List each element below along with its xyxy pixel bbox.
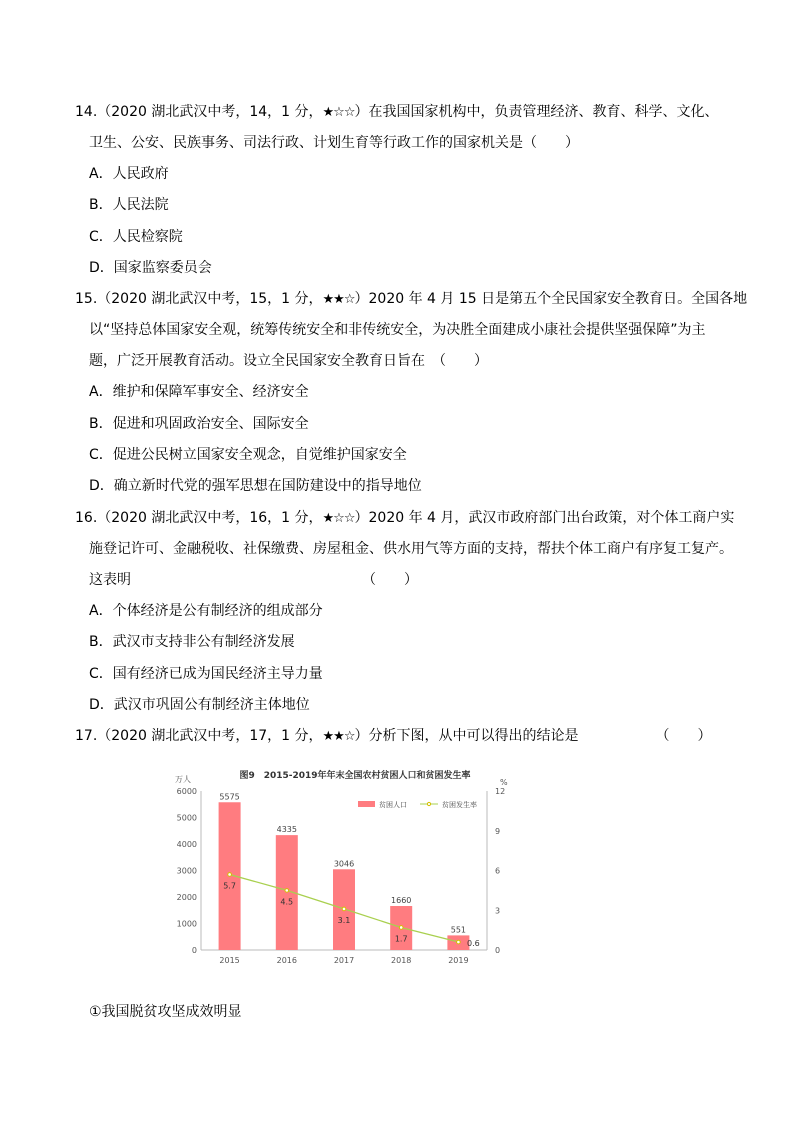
question-16-line2: 施登记许可、金融税收、社保缴费、房屋租金、供水用气等方面的支持，帮扶个体工商户有序复工复产。 bbox=[89, 541, 733, 557]
left-tick-label: 0 bbox=[191, 946, 197, 955]
left-axis-unit: 万人 bbox=[175, 775, 191, 784]
chart-title: 图9 2015-2019年年末全国农村贫困人口和贫困发生率 bbox=[239, 771, 471, 781]
rate-point-2018 bbox=[399, 926, 403, 930]
bar-label: 3046 bbox=[333, 859, 355, 869]
rate-label: 3.1 bbox=[337, 915, 351, 925]
rate-point-2017 bbox=[342, 907, 346, 911]
question-16-line3: 这表明 （ ） bbox=[89, 572, 418, 588]
option-c: C．国有经济已成为国民经济主导力量 bbox=[89, 666, 323, 682]
legend-bar-label: 贫困人口 bbox=[379, 801, 407, 809]
difficulty-stars: ★★☆ bbox=[322, 292, 355, 307]
x-tick-label: 2015 bbox=[219, 956, 240, 965]
rate-label: 4.5 bbox=[280, 897, 294, 907]
option-c: C．人民检察院 bbox=[89, 229, 183, 245]
rate-point-2016 bbox=[285, 889, 289, 893]
question-17-line1: 17.（2020 湖北武汉中考，17，1 分，★★☆）分析下图，从中可以得出的结论是 （ ） bbox=[75, 728, 712, 744]
left-tick-label: 2000 bbox=[176, 893, 197, 902]
right-tick-label: 0 bbox=[495, 946, 501, 955]
option-a: A．个体经济是公有制经济的组成部分 bbox=[89, 603, 323, 619]
x-tick-label: 2017 bbox=[333, 956, 355, 965]
statement-1: ①我国脱贫攻坚成效明显 bbox=[89, 1004, 242, 1020]
option-d: D．国家监察委员会 bbox=[89, 260, 212, 276]
question-14-line1: 14.（2020 湖北武汉中考，14，1 分，★☆☆）在我国国家机构中，负责管理经济、教育、科学、文化、 bbox=[75, 104, 719, 120]
difficulty-stars: ★☆☆ bbox=[322, 105, 355, 120]
right-tick-label: 3 bbox=[495, 906, 501, 916]
legend-line-label: 贫困发生率 bbox=[442, 801, 477, 809]
bar-label: 5575 bbox=[219, 792, 240, 802]
right-axis-unit: % bbox=[500, 778, 508, 787]
left-tick-label: 5000 bbox=[176, 813, 197, 823]
rate-point-2015 bbox=[228, 873, 232, 877]
difficulty-stars: ★★☆ bbox=[322, 729, 355, 744]
rate-point-2019 bbox=[457, 940, 461, 944]
left-tick-label: 3000 bbox=[176, 866, 197, 876]
option-d: D．确立新时代党的强军思想在国防建设中的指导地位 bbox=[89, 478, 422, 494]
left-tick-label: 1000 bbox=[176, 919, 197, 929]
poverty-chart bbox=[170, 765, 520, 970]
right-tick-label: 12 bbox=[495, 787, 506, 796]
legend-bar-swatch bbox=[358, 801, 375, 807]
question-16-line1: 16.（2020 湖北武汉中考，16，1 分，★☆☆）2020 年 4 月，武汉市政府部门出台政策，对个体工商户实 bbox=[75, 510, 735, 526]
option-a: A．维护和保障军事安全、经济安全 bbox=[89, 384, 309, 400]
question-15-line1: 15.（2020 湖北武汉中考，15，1 分，★★☆）2020 年 4 月 15 日是第五个全民国家安全教育日。全国各地 bbox=[75, 291, 748, 307]
option-a: A．人民政府 bbox=[89, 166, 169, 182]
left-tick-label: 6000 bbox=[176, 787, 197, 796]
rate-label: 1.7 bbox=[394, 934, 408, 944]
x-tick-label: 2016 bbox=[276, 956, 297, 965]
right-tick-label: 9 bbox=[495, 826, 501, 836]
question-15-line2: 以“坚持总体国家安全观，统筹传统安全和非传统安全，为决胜全面建成小康社会提供坚强保障”为主 bbox=[89, 322, 706, 338]
option-b: B．武汉市支持非公有制经济发展 bbox=[89, 634, 295, 650]
right-tick-label: 6 bbox=[495, 866, 501, 876]
bar-label: 1660 bbox=[391, 896, 412, 906]
difficulty-stars: ★☆☆ bbox=[322, 511, 355, 526]
question-14-line2: 卫生、公安、民族事务、司法行政、计划生育等行政工作的国家机关是（ ） bbox=[89, 135, 579, 151]
legend-line-marker bbox=[427, 802, 430, 805]
question-15-line3: 题，广泛开展教育活动。设立全民国家安全教育日旨在 （ ） bbox=[89, 353, 488, 369]
option-d: D．武汉市巩固公有制经济主体地位 bbox=[89, 697, 310, 713]
bar-label: 551 bbox=[450, 925, 467, 935]
bar-label: 4335 bbox=[276, 825, 297, 835]
x-tick-label: 2018 bbox=[391, 956, 412, 965]
option-c: C．促进公民树立国家安全观念，自觉维护国家安全 bbox=[89, 447, 407, 463]
x-tick-label: 2019 bbox=[448, 956, 469, 965]
option-b: B．促进和巩固政治安全、国际安全 bbox=[89, 416, 309, 432]
left-tick-label: 4000 bbox=[176, 840, 197, 849]
rate-label: 0.6 bbox=[467, 939, 480, 949]
rate-label: 5.7 bbox=[223, 881, 236, 891]
option-b: B．人民法院 bbox=[89, 197, 169, 213]
